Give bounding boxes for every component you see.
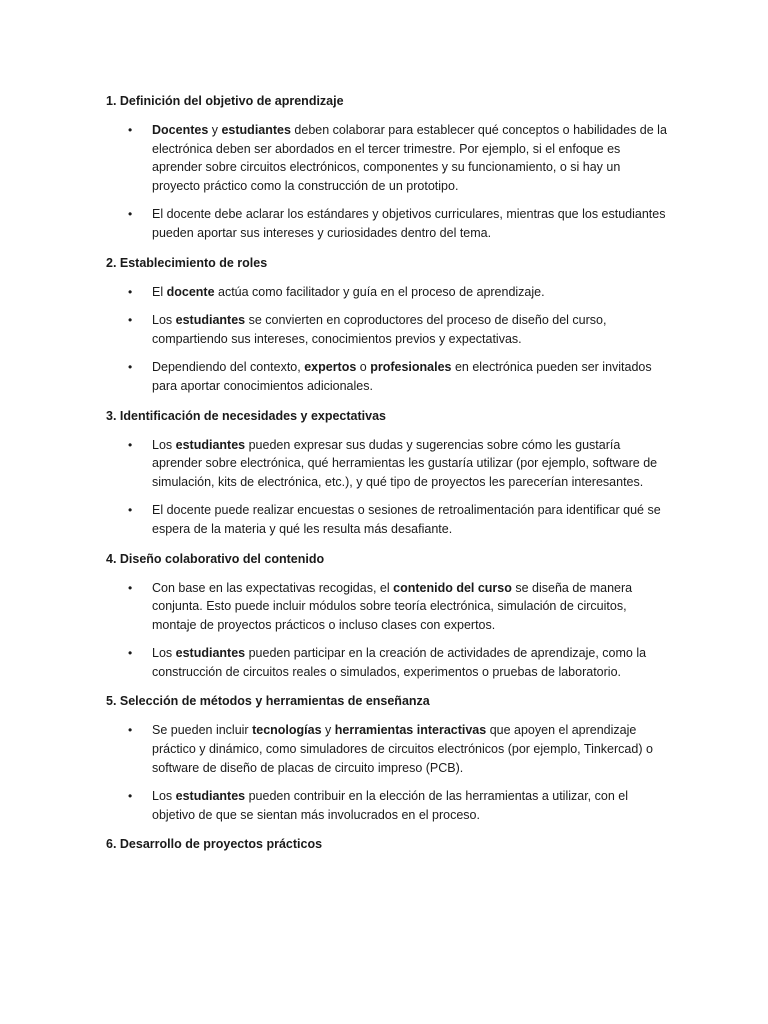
bullet-icon: • [128,437,133,452]
list-item [106,205,668,242]
bullet-icon: • [128,123,133,137]
bold-term: profesionales [370,360,452,375]
text-run: actúa como facilitador y guía en el proceso de aprendizaje. [214,284,545,299]
bold-term: herramientas interactivas [334,723,487,738]
section-heading: 1. Definición del objetivo de aprendizaje [106,94,344,108]
section-heading: 5. Selección de métodos y herramientas de enseñanza [106,694,430,709]
bullet-icon: • [128,723,133,738]
bullet-list [106,579,668,682]
text-run: que apoyen el aprendizaje práctico y dinámico, como simuladores de circuitos electrónicos (por ejemplo, Tinkercad) o software de diseño de placas de circuito impreso (PCB). [152,723,653,775]
bullet-icon: • [128,580,133,595]
text-run: Se pueden incluir [152,723,253,738]
text-run: y [208,123,222,137]
bold-term: expertos [304,360,357,375]
bullet-list [106,283,668,396]
text-run: en electrónica pueden ser invitados para aportar conocimientos adicionales. [152,360,652,393]
text-run: se diseña de manera conjunta. Esto puede incluir módulos sobre teoría electrónica, simulación de circuitos, montaje de proyectos prácticos o incluso clases con expertos. [152,580,633,632]
section-heading: 6. Desarrollo de proyectos prácticos [106,837,323,852]
bullet-list [106,121,668,243]
text-run: Los [152,789,176,804]
list-item [106,436,668,492]
section-heading: 4. Diseño colaborativo del contenido [106,551,325,566]
list-item [106,787,668,824]
text-run: El docente debe aclarar los estándares y objetivos curriculares, mientras que los estudiantes pueden aportar sus intereses y curiosidades dentro del tema. [152,207,666,240]
list-item [106,311,668,348]
bullet-icon: • [128,284,133,299]
bullet-icon: • [128,313,133,328]
text-run: deben colaborar para establecer qué conceptos o habilidades de la electrónica deben ser abordados en el tercer trimestre. Por ejemplo, si el enfoque es aprender sobre circuitos electrónicos, componentes y su funcionamiento, o si hay un proyecto práctico como la construcción de un prototipo. [152,123,667,193]
text-run: y [321,723,335,738]
bold-term: estudiantes [175,437,246,452]
list-item [106,121,668,195]
bold-term: estudiantes [175,313,246,328]
section-heading: 2. Establecimiento de roles [106,255,268,270]
section-heading: 3. Identificación de necesidades y expectativas [106,408,386,423]
bullet-icon: • [128,646,133,661]
bold-term: tecnologías [252,723,322,738]
list-item [106,644,668,681]
bold-term: estudiantes [221,123,291,137]
bold-term: docente [166,284,215,299]
list-item [106,721,668,777]
bullet-list [106,721,668,824]
text-run: pueden participar en la creación de actividades de aprendizaje, como la construcción de circuitos reales o simulados, experimentos o pruebas de laboratorio. [152,646,647,679]
text-run: Los [152,437,176,452]
bullet-icon: • [128,503,133,518]
text-run: Dependiendo del contexto, [152,360,305,375]
bullet-list [106,436,668,539]
bold-term: contenido del curso [393,580,512,595]
text-run: se convierten en coproductores del proceso de diseño del curso, compartiendo sus intereses, conocimientos previos y expectativas. [152,313,607,346]
text-run: Los [152,646,176,661]
list-item [106,283,668,302]
list-item [106,358,668,395]
text-run: Con base en las expectativas recogidas, el [152,580,394,595]
bold-term: Docentes [152,123,209,137]
text-run: El docente puede realizar encuestas o sesiones de retroalimentación para identificar qué se espera de la materia y qué les resulta más desafiante. [152,503,661,536]
text-run: pueden expresar sus dudas y sugerencias sobre cómo les gustaría aprender sobre electrónica, qué herramientas les gustaría utilizar (por ejemplo, software de simulación, kits de electrónica, etc.), y qué tipo de proyectos les parecerían interesantes. [152,437,658,489]
bullet-icon: • [128,789,133,804]
text-run: Los [152,313,176,328]
bold-term: estudiantes [175,646,246,661]
bold-term: estudiantes [175,789,246,804]
list-item [106,501,668,538]
bullet-icon: • [128,207,133,222]
text-run: o [356,360,371,375]
list-item [106,579,668,635]
text-run: pueden contribuir en la elección de las herramientas a utilizar, con el objetivo de que se sientan más involucrados en el proceso. [152,789,628,822]
bullet-icon: • [128,360,133,375]
text-run: El [152,284,167,299]
